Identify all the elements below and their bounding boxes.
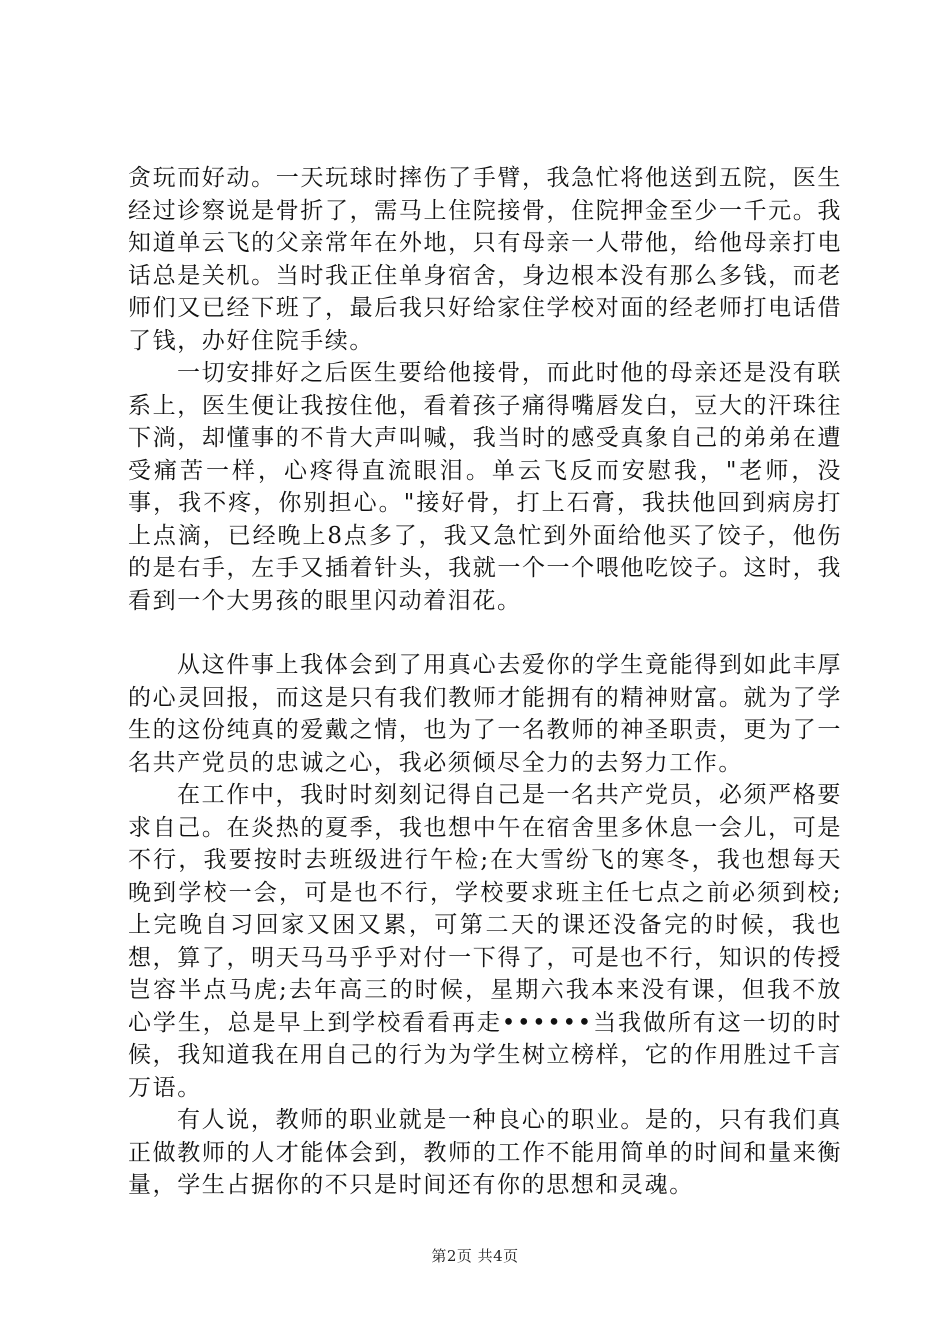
document-body [128,162,842,1202]
paragraph-3: 从这件事上我体会到了用真心去爱你的学生竟能得到如此丰厚的心灵回报，而这是只有我们教师才能拥有的精神财富。就为了学生的这份纯真的爱戴之情，也为了一名教师的神圣职责，更为了一名共产党员的忠诚之心，我必须倾尽全力的去努力工作。 [128,652,842,776]
page-number-footer: 第2页 共4页 [431,1247,519,1265]
paragraph-2: 一切安排好之后医生要给他接骨，而此时他的母亲还是没有联系上，医生便让我按住他，看着孩子痛得嘴唇发白，豆大的汗珠往下淌，却懂事的不肯大声叫喊，我当时的感受真象自己的弟弟在遭受痛苦一样，心疼得直流眼泪。单云飞反而安慰我，"老师，没事，我不疼，你别担心。"接好骨，打上石膏，我扶他回到病房打上点滴，已经晚上8点多了，我又急忙到外面给他买了饺子，他伤的是右手，左手又插着针头，我就一个一个喂他吃饺子。这时，我看到一个大男孩的眼里闪动着泪花。 [128,360,842,614]
paragraph-1: 贪玩而好动。一天玩球时摔伤了手臂，我急忙将他送到五院，医生经过诊察说是骨折了，需马上住院接骨，住院押金至少一千元。我知道单云飞的父亲常年在外地，只有母亲一人带他，给他母亲打电话总是关机。当时我正住单身宿舍，身边根本没有那么多钱，而老师们又已经下班了，最后我只好给家住学校对面的经老师打电话借了钱，办好住院手续。 [128,165,842,354]
paragraph-5: 有人说，教师的职业就是一种良心的职业。是的，只有我们真正做教师的人才能体会到，教师的工作不能用简单的时间和量来衡量，学生占据你的不只是时间还有你的思想和灵魂。 [128,1107,842,1198]
paragraph-4: 在工作中，我时时刻刻记得自己是一名共产党员，必须严格要求自己。在炎热的夏季，我也想中午在宿舍里多休息一会儿，可是不行，我要按时去班级进行午检;在大雪纷飞的寒冬，我也想每天晚到学校一会，可是也不行，学校要求班主任七点之前必须到校;上完晚自习回家又困又累，可第二天的课还没备完的时候，我也想，算了，明天马马乎乎对付一下得了，可是也不行，知识的传授岂容半点马虎;去年高三的时候，星期六我本来没有课，但我不放心学生，总是早上到学校看看再走••••••当我做所有这一切的时候，我知道我在用自己的行为为学生树立榜样，它的作用胜过千言万语。 [128,782,842,1101]
